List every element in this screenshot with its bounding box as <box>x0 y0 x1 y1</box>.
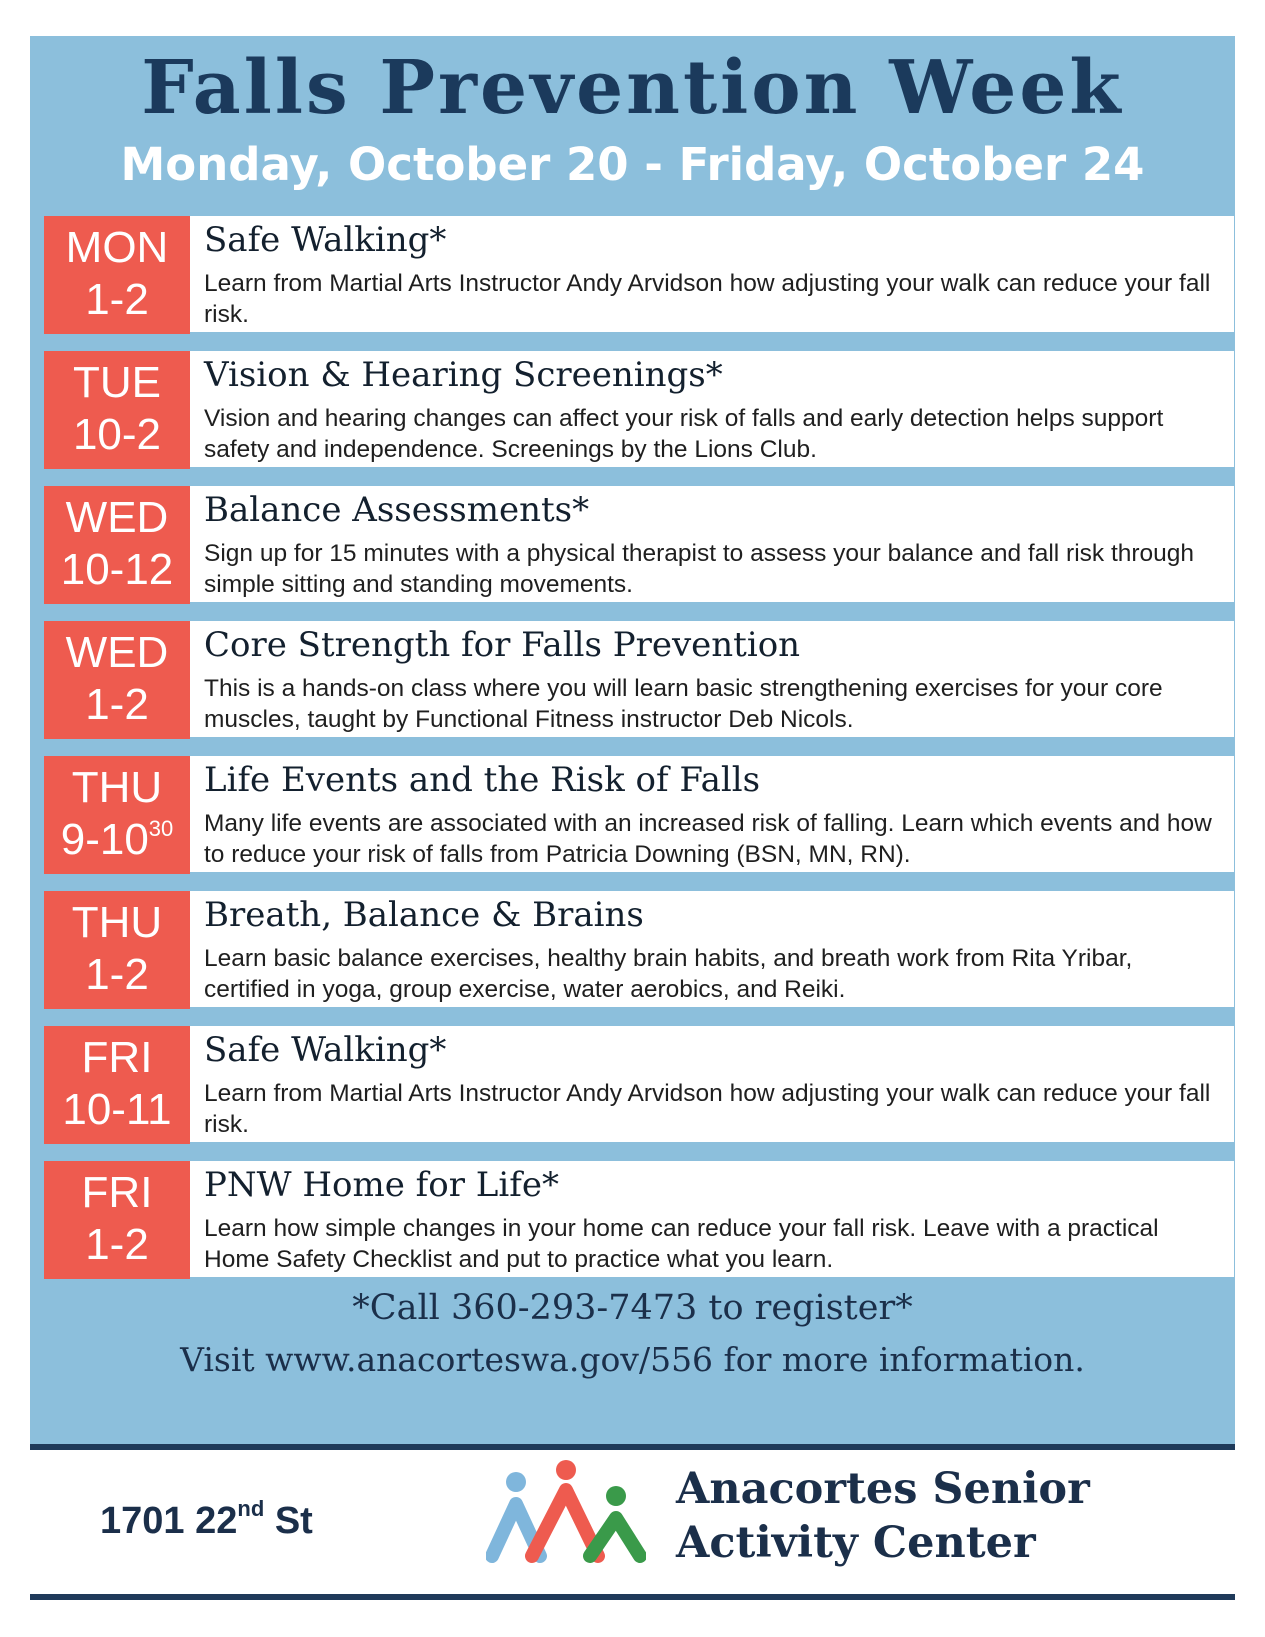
event-title: Safe Walking* <box>204 220 447 260</box>
event-row <box>44 621 1234 739</box>
event-title: Safe Walking* <box>204 1030 447 1070</box>
event-details <box>190 891 1234 1007</box>
event-time: 1-2 <box>85 950 149 999</box>
event-description: Learn how simple changes in your home can reduce your fall risk. Leave with a practical Home Safety Checklist and put to practice what you learn. <box>204 1215 1159 1273</box>
visit-website-text: Visit www.anacorteswa.gov/556 for more information. <box>180 1340 1085 1379</box>
event-description: Learn from Martial Arts Instructor Andy Arvidson how adjusting your walk can reduce your fall risk. <box>204 1080 1211 1138</box>
event-details <box>190 351 1234 467</box>
event-time: 1-2 <box>85 1220 149 1269</box>
date-range: Monday, October 20 - Friday, October 24 <box>120 138 1145 191</box>
event-title: Vision & Hearing Screenings* <box>204 355 723 395</box>
divider <box>30 1594 1235 1600</box>
event-day: FRI <box>81 1168 153 1217</box>
divider <box>30 1444 1235 1450</box>
event-day: TUE <box>73 358 161 407</box>
event-row <box>44 1161 1234 1279</box>
poster <box>30 36 1235 1444</box>
day-badge <box>44 891 190 1009</box>
event-description: Many life events are associated with an increased risk of falling. Learn which events and how to reduce your risk of falls from Patricia Downing (BSN, MN, RN). <box>204 810 1212 868</box>
day-badge <box>44 486 190 604</box>
day-badge <box>44 1026 190 1144</box>
people-logo-icon <box>486 1460 646 1564</box>
event-description: Sign up for 15 minutes with a physical therapist to assess your balance and fall risk through simple sitting and standing movements. <box>204 540 1195 598</box>
event-title: Balance Assessments* <box>204 490 590 530</box>
event-description: Vision and hearing changes can affect your risk of falls and early detection helps support safety and independence. Screenings by the Lions Club. <box>204 405 1164 463</box>
event-title: Core Strength for Falls Prevention <box>204 625 801 665</box>
event-details <box>190 1161 1234 1277</box>
event-description: This is a hands-on class where you will learn basic strengthening exercises for your core muscles, taught by Functional Fitness instructor Deb Nicols. <box>204 675 1163 733</box>
event-title: Breath, Balance & Brains <box>204 895 644 935</box>
event-details <box>190 486 1234 602</box>
event-details <box>190 756 1234 872</box>
event-time: $9-10^{30}$ <box>60 815 174 864</box>
event-day: WED <box>65 628 169 677</box>
register-call-text: *Call 360-293-7473 to register* <box>352 1288 913 1328</box>
event-row <box>44 486 1234 604</box>
event-description: Learn from Martial Arts Instructor Andy Arvidson how adjusting your walk can reduce your fall risk. <box>204 270 1211 328</box>
event-title: PNW Home for Life* <box>204 1165 559 1205</box>
address: 1701 22nd St <box>100 1496 313 1542</box>
event-time: 10-11 <box>62 1085 172 1134</box>
event-row <box>44 756 1234 874</box>
event-row <box>44 891 1234 1009</box>
event-time: 10-12 <box>60 545 174 594</box>
event-details <box>190 621 1234 737</box>
event-details <box>190 216 1234 332</box>
event-day: WED <box>65 493 169 542</box>
day-badge <box>44 216 190 334</box>
event-title: Life Events and the Risk of Falls <box>204 760 761 800</box>
event-time: 10-2 <box>72 410 162 459</box>
event-time: 1-2 <box>85 275 149 324</box>
event-time: 1-2 <box>85 680 149 729</box>
event-row <box>44 351 1234 469</box>
day-badge <box>44 621 190 739</box>
event-details <box>190 1026 1234 1142</box>
event-day: THU <box>71 898 163 947</box>
event-day: MON <box>65 223 169 272</box>
day-badge <box>44 756 190 874</box>
page-title: Falls Prevention Week <box>141 45 1124 131</box>
day-badge <box>44 351 190 469</box>
event-row <box>44 216 1234 334</box>
event-day: FRI <box>81 1033 153 1082</box>
day-badge <box>44 1161 190 1279</box>
event-row <box>44 1026 1234 1144</box>
event-description: Learn basic balance exercises, healthy brain habits, and breath work from Rita Yribar, certified in yoga, group exercise, water aerobics, and Reiki. <box>204 945 1133 1003</box>
organization-name: Anacortes Senior Activity Center <box>676 1464 1090 1568</box>
event-day: THU <box>71 763 163 812</box>
